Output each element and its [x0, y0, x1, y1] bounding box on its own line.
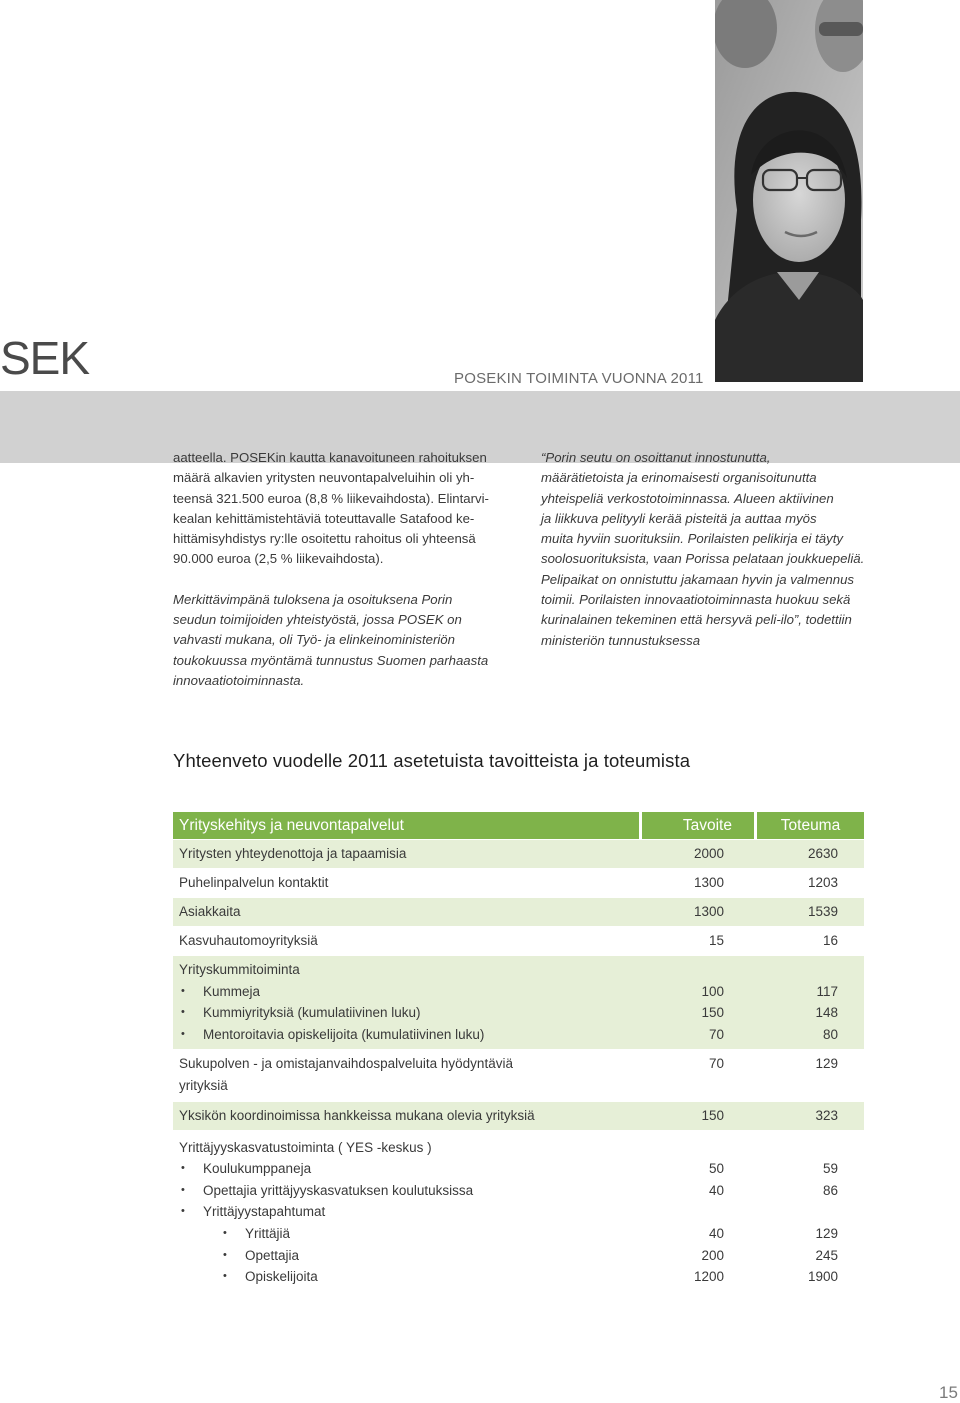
- text-line: toukokuussa myöntämä tunnustus Suomen parhaasta: [173, 652, 489, 668]
- table-row: [173, 1102, 864, 1130]
- sub-bullet-item: • Yrittäjiä: [179, 1223, 639, 1245]
- row-target: 50: [708, 1161, 724, 1177]
- table-header: [173, 812, 864, 839]
- table-row: [173, 869, 864, 897]
- row-actual: 245: [815, 1247, 838, 1263]
- row-actual: 129: [815, 1056, 838, 1072]
- bullet-item: • Kummiyrityksiä (kumulatiivinen luku): [179, 1002, 639, 1024]
- portrait-photo: [715, 0, 863, 382]
- row-actual: 1203: [807, 875, 838, 890]
- row-target: 150: [701, 1107, 724, 1123]
- text-line: 90.000 euroa (2,5 % liikevaihdosta).: [173, 551, 384, 567]
- intro-paragraph: [173, 448, 508, 570]
- row-actual: 1900: [807, 1269, 838, 1285]
- summary-heading: Yhteenveto vuodelle 2011 asetetuista tavoitteista ja toteumista: [173, 750, 691, 771]
- highlight-paragraph: [173, 590, 508, 691]
- row-label: Yksikön koordinoimissa hankkeissa mukana olevia yrityksiä: [179, 1107, 535, 1123]
- row-actual: 80: [822, 1026, 838, 1042]
- row-label: Kasvuhautomoyrityksiä: [179, 933, 318, 948]
- quote-line: toimii. Porilaisten innovaatiotoiminnasta huokuu sekä: [541, 592, 851, 608]
- table-row: [173, 840, 864, 868]
- quote-line: Pelipaikat on onnistuttu jakamaan hyvin ja valmennus: [541, 571, 855, 587]
- header-target: Tavoite: [642, 812, 754, 839]
- pull-quote: [541, 448, 871, 651]
- group-label: Yrittäjyyskasvatustoiminta ( YES -keskus ): [179, 1139, 432, 1155]
- row-actual: 59: [822, 1161, 838, 1177]
- bullet-item: • Yrittäjyystapahtumat: [179, 1201, 639, 1223]
- quote-line: määrätietoista ja erinomaisesti organisoitunutta: [541, 470, 817, 486]
- text-line: määrä alkavien yritysten neuvontapalveluihin oli yh-: [173, 470, 475, 486]
- table-row-group: [173, 956, 864, 1049]
- row-target: 40: [708, 1225, 724, 1241]
- table-row-group: [173, 1131, 864, 1292]
- text-line: aatteella. POSEKin kautta kanavoituneen rahoituksen: [173, 450, 487, 465]
- header-actual: Toteuma: [757, 812, 864, 839]
- header-category: Yrityskehitys ja neuvontapalvelut: [173, 812, 639, 839]
- bullet-item: • Mentoroitavia opiskelijoita (kumulatiivinen luku): [179, 1024, 639, 1046]
- row-actual: 117: [816, 983, 838, 999]
- row-actual: 86: [822, 1182, 838, 1198]
- text-line: seudun toimijoiden yhteistyöstä, jossa POSEK on: [173, 612, 462, 628]
- row-target: 200: [701, 1247, 724, 1263]
- table-row: [173, 927, 864, 955]
- quote-line: muita hyviin suorituksiin. Porilaisten pelikirja ei täyty: [541, 531, 843, 547]
- row-target: 1300: [693, 904, 724, 919]
- quote-line: soolosuorituksista, vaan Porissa pelataan joukkuepeliä.: [541, 551, 865, 567]
- page-subtitle: POSEKIN TOIMINTA VUONNA 2011: [454, 370, 704, 387]
- row-target: 15: [708, 933, 724, 948]
- row-target: 100: [701, 983, 724, 999]
- row-label-cont: yrityksiä: [179, 1077, 228, 1093]
- quote-line: “Porin seutu on osoittanut innostunutta,: [541, 450, 771, 465]
- row-actual: 148: [815, 1005, 838, 1021]
- table-row: [173, 1050, 864, 1100]
- text-line: kealan kehittämistehtäviä toteuttavalle Satafood ke-: [173, 510, 475, 526]
- text-line: innovaatiotoiminnasta.: [173, 672, 305, 688]
- left-column: [173, 448, 508, 691]
- quote-line: kurinalainen tekeminen että hersyvä peli-ilo”, todettiin: [541, 612, 852, 628]
- row-target: 150: [701, 1005, 724, 1021]
- row-target: 1200: [693, 1269, 724, 1285]
- row-target: 40: [708, 1182, 724, 1198]
- bullet-item: • Koulukumppaneja: [179, 1158, 639, 1180]
- sub-bullet-item: • Opiskelijoita: [179, 1266, 639, 1288]
- table-row: [173, 898, 864, 926]
- row-label: Puhelinpalvelun kontaktit: [179, 875, 329, 890]
- page-number: 15: [939, 1383, 958, 1402]
- row-actual: 16: [822, 933, 838, 948]
- row-actual: 323: [815, 1107, 838, 1123]
- row-actual: 129: [815, 1225, 838, 1241]
- quote-line: ja liikkuva pelityyli kerää pisteitä ja auttaa myös: [541, 510, 817, 526]
- row-label: Asiakkaita: [179, 904, 241, 919]
- bullet-item: • Opettajia yrittäjyyskasvatuksen koulutuksissa: [179, 1180, 639, 1202]
- row-actual: [724, 1201, 838, 1223]
- quote-line: ministeriön tunnustuksessa: [541, 632, 701, 648]
- section-title: SEK: [0, 332, 90, 384]
- row-target: 70: [708, 1056, 724, 1072]
- text-line: teensä 321.500 euroa (8,8 % liikevaihdosta). Elintarvi-: [173, 490, 489, 506]
- row-actual: 1539: [807, 904, 838, 919]
- summary-table: [173, 812, 864, 1293]
- bullet-item: • Kummeja: [179, 981, 639, 1003]
- row-target: 2000: [693, 846, 724, 861]
- quote-line: yhteispeliä verkostotoiminnassa. Alueen aktiivinen: [541, 490, 834, 506]
- row-label: Yritysten yhteydenottoja ja tapaamisia: [179, 846, 407, 861]
- portrait-illustration: [715, 0, 863, 382]
- row-target: [639, 1201, 724, 1223]
- row-actual: 2630: [807, 846, 838, 861]
- text-line: hittämisyhdistys ry:lle osoitettu rahoitus oli yhteensä: [173, 531, 476, 547]
- row-label: Sukupolven - ja omistajanvaihdospalveluita hyödyntäviä: [179, 1056, 513, 1072]
- row-target: 70: [708, 1026, 724, 1042]
- row-target: 1300: [693, 875, 724, 890]
- sub-bullet-item: • Opettajia: [179, 1245, 639, 1267]
- group-label: Yrityskummitoiminta: [179, 962, 300, 977]
- text-line: vahvasti mukana, oli Työ- ja elinkeinoministeriön: [173, 632, 455, 648]
- text-line: Merkittävimpänä tuloksena ja osoituksena Porin: [173, 591, 453, 607]
